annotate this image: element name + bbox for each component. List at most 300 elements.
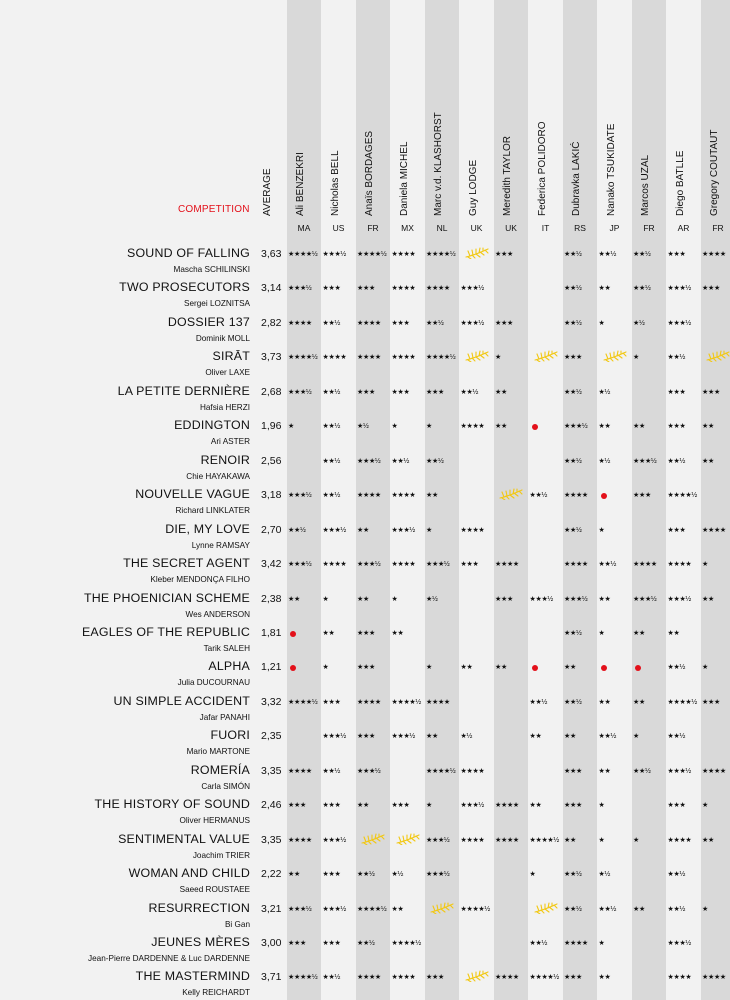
critic-rating: ★ xyxy=(426,802,432,810)
critic-name-label: Gregory COUTAUT xyxy=(709,129,720,216)
film-title: TWO PROSECUTORS xyxy=(119,280,250,295)
critic-rating: ★★★★½ xyxy=(288,354,318,362)
film-average: 2,22 xyxy=(261,868,282,881)
critic-rating: ★★½ xyxy=(322,492,340,500)
critic-rating: ★★★½ xyxy=(288,388,312,396)
film-director: Bi Gan xyxy=(224,919,250,929)
critic-rating: ★★ xyxy=(495,388,507,396)
critic-rating: ★½ xyxy=(460,733,473,741)
critic-rating: ★★★ xyxy=(564,802,582,810)
film-title: EAGLES OF THE REPUBLIC xyxy=(81,624,250,639)
critic-rating: ★★ xyxy=(598,285,611,293)
film-title: ALPHA xyxy=(208,659,250,674)
film-average: 3,42 xyxy=(261,558,282,571)
critic-rating: ★★½ xyxy=(460,388,478,396)
critic-rating: ★ xyxy=(288,423,294,431)
critic-country: UK xyxy=(470,223,483,233)
critic-rating: ★ xyxy=(633,354,639,362)
film-director: Jean-Pierre DARDENNE & Luc DARDENNE xyxy=(88,954,250,963)
critic-rating: ★★★★ xyxy=(391,285,416,293)
critic-rating: ★★★★ xyxy=(460,423,485,431)
critic-rating: ★★★ xyxy=(495,319,513,327)
critic-rating: ★★ xyxy=(495,423,507,431)
critic-rating: ★★★ xyxy=(357,388,375,396)
critic-rating: ★★★★ xyxy=(391,251,416,258)
critic-rating: ★★★★ xyxy=(564,561,588,569)
critic-rating: ★★★½ xyxy=(357,561,381,569)
critic-rating: ★★★ xyxy=(288,802,306,810)
critic-country: MA xyxy=(297,223,311,233)
film-title: THE HISTORY OF SOUND xyxy=(94,797,250,812)
critic-rating: ★★★★ xyxy=(391,492,416,500)
golden-palm-icon xyxy=(463,970,491,982)
critic-rating: ★★★★ xyxy=(495,974,519,982)
critic-country: MX xyxy=(401,223,414,233)
film-director: Ari ASTER xyxy=(210,437,250,447)
film-director: Mario MARTONE xyxy=(186,747,250,757)
critic-country: RS xyxy=(574,223,586,233)
film-director: Wes ANDERSON xyxy=(185,609,250,619)
critic-rating: ★★★½ xyxy=(322,905,346,913)
critic-rating: ★★★½ xyxy=(391,526,415,534)
critic-rating: ★★★★ xyxy=(391,354,416,362)
critic-rating: ★★½ xyxy=(322,457,340,465)
critic-rating: ★★★ xyxy=(702,285,720,293)
film-director: Tarik SALEH xyxy=(203,643,250,653)
critic-rating: ★★★★ xyxy=(391,561,416,569)
critic-rating: ★ xyxy=(633,836,639,844)
golden-palm-icon xyxy=(394,833,422,845)
critic-rating: ★ xyxy=(598,526,605,534)
critic-rating: ★★★★ xyxy=(288,319,312,327)
critic-rating: ★★★ xyxy=(391,802,410,810)
film-director: Joachim TRIER xyxy=(192,850,250,860)
critic-name-label: Daniela MICHEL xyxy=(398,141,410,216)
critic-rating: ★★★ xyxy=(633,492,651,500)
critic-rating: ★★½ xyxy=(667,457,685,465)
critic-rating: ★★★ xyxy=(702,388,720,396)
film-title: UN SIMPLE ACCIDENT xyxy=(113,693,250,708)
critic-country: IT xyxy=(541,223,550,233)
critic-rating: ★ xyxy=(598,319,605,327)
critic-rating: ★★★★ xyxy=(426,285,450,293)
critic-rating: ★★★★ xyxy=(564,492,588,500)
critic-rating: ★★★½ xyxy=(426,561,450,569)
critic-country: AR xyxy=(677,223,690,233)
critic-rating: ★★½ xyxy=(357,940,375,947)
film-title: LA PETITE DERNIÈRE xyxy=(117,383,250,398)
film-title: THE PHOENICIAN SCHEME xyxy=(84,590,250,605)
critic-rating: ★★★½ xyxy=(288,561,312,569)
critic-rating: ★★½ xyxy=(633,251,651,258)
critic-rating: ★★★ xyxy=(564,974,582,982)
critic-name-label: Nicholas BELL xyxy=(329,150,341,216)
critic-rating: ★★ xyxy=(288,871,300,879)
critic-rating: ★★ xyxy=(702,457,714,465)
critic-rating: ★★★★ xyxy=(667,561,692,569)
critic-rating: ★★★★½ xyxy=(288,974,318,982)
critic-rating: ★★★ xyxy=(322,285,341,293)
critic-rating: ★★★ xyxy=(322,940,341,947)
critic-rating: ★★★★½ xyxy=(667,698,697,706)
film-title: SIRĀT xyxy=(212,349,250,364)
critic-rating: ★★★½ xyxy=(357,767,381,775)
critic-rating: ★★½ xyxy=(564,698,582,706)
red-dot-icon xyxy=(601,493,607,499)
column-stripe xyxy=(287,0,321,1000)
film-average: 3,00 xyxy=(261,937,282,949)
film-title: ROMERÍA xyxy=(190,762,250,777)
critic-rating: ★★½ xyxy=(322,767,340,775)
golden-palm-icon xyxy=(463,350,491,362)
critic-rating: ★★½ xyxy=(322,974,340,982)
critic-name-label: Nanako TSUKIDATE xyxy=(605,123,617,216)
critic-rating: ★★★★ xyxy=(357,354,381,362)
critic-rating: ★ xyxy=(426,526,432,534)
critic-rating: ★★★ xyxy=(564,767,582,775)
critic-country: FR xyxy=(367,223,379,233)
critic-rating: ★★½ xyxy=(322,388,340,396)
critic-rating: ★★★★ xyxy=(460,526,485,534)
critic-rating: ★★★½ xyxy=(667,767,691,775)
critic-rating: ★★★½ xyxy=(391,733,415,741)
critic-rating: ★★ xyxy=(598,423,611,431)
critic-rating: ★ xyxy=(529,871,536,879)
critic-rating: ★★ xyxy=(633,905,645,913)
critic-rating: ★★★ xyxy=(667,802,686,810)
critic-rating: ★★★★ xyxy=(633,561,657,569)
film-director: Kelly REICHARDT xyxy=(182,988,250,998)
critic-rating: ★★ xyxy=(357,526,369,534)
film-title: JEUNES MÈRES xyxy=(151,935,250,949)
critic-country: FR xyxy=(712,223,724,233)
film-title: RESURRECTION xyxy=(148,900,250,915)
critic-rating: ★½ xyxy=(426,595,438,603)
critic-rating: ★★★★ xyxy=(495,836,519,844)
critic-rating: ★★½ xyxy=(564,457,582,465)
critic-rating: ★★ xyxy=(426,492,438,500)
critic-rating: ★★★½ xyxy=(288,492,312,500)
critic-rating: ★★★★ xyxy=(495,802,519,810)
film-director: Jafar PANAHI xyxy=(199,712,250,722)
critic-rating: ★★ xyxy=(460,664,473,672)
critic-rating: ★★½ xyxy=(598,561,616,569)
critic-rating: ★★★ xyxy=(495,595,513,603)
critic-name-label: Meredith TAYLOR xyxy=(502,135,513,216)
critic-name-label: Guy LODGE xyxy=(467,159,479,216)
film-average: 3,73 xyxy=(261,351,282,364)
critic-rating: ★ xyxy=(598,629,605,637)
critic-rating: ★★★★½ xyxy=(288,251,318,258)
critic-rating: ★★ xyxy=(598,698,611,706)
critic-rating: ★ xyxy=(633,733,639,741)
critic-rating: ★★★½ xyxy=(667,940,691,947)
critic-rating: ★★ xyxy=(702,595,714,603)
critic-rating: ★★ xyxy=(357,595,369,603)
critic-rating: ★★★½ xyxy=(667,319,691,327)
critic-rating: ★★ xyxy=(633,423,645,431)
critic-rating: ★★ xyxy=(357,802,369,810)
critic-rating: ★★★★ xyxy=(564,940,588,947)
critic-rating: ★★★★½ xyxy=(529,836,559,844)
critic-rating: ★½ xyxy=(391,871,404,879)
critic-rating: ★★★★ xyxy=(357,492,381,500)
film-average: 1,21 xyxy=(261,661,282,674)
column-stripe xyxy=(632,0,666,1000)
film-director: Carla SIMÓN xyxy=(201,781,250,791)
film-average: 1,81 xyxy=(261,626,282,639)
critic-rating: ★★★ xyxy=(391,319,410,327)
critic-rating: ★★★ xyxy=(667,251,686,258)
film-average: 2,46 xyxy=(261,799,282,812)
film-director: Oliver HERMANUS xyxy=(179,816,250,826)
critic-rating: ★★★ xyxy=(495,251,513,258)
critic-rating: ★★ xyxy=(702,836,714,844)
golden-palm-icon xyxy=(704,350,730,362)
film-title: EDDINGTON xyxy=(174,418,250,433)
film-title: NOUVELLE VAGUE xyxy=(135,487,250,502)
critic-rating: ★★ xyxy=(667,629,680,637)
film-average: 2,68 xyxy=(261,385,282,398)
critic-rating: ★★★★ xyxy=(322,561,347,569)
golden-palm-icon xyxy=(428,902,456,914)
critic-rating: ★½ xyxy=(598,871,611,879)
film-director: Hafsia HERZI xyxy=(199,402,250,412)
critic-rating: ★★★ xyxy=(667,423,686,431)
critic-rating: ★★ xyxy=(529,802,542,810)
critic-rating: ★★★½ xyxy=(460,319,484,327)
critic-rating: ★★★½ xyxy=(529,595,553,603)
critic-rating: ★★★½ xyxy=(460,802,484,810)
critic-rating: ★★★★ xyxy=(460,767,485,775)
critic-rating: ★★★½ xyxy=(564,595,588,603)
critic-rating: ★ xyxy=(702,802,708,810)
average-header-label: AVERAGE xyxy=(262,168,273,216)
critic-rating: ★ xyxy=(702,905,708,913)
red-dot-icon xyxy=(532,424,538,430)
golden-palm-icon xyxy=(463,247,491,259)
critic-rating: ★★ xyxy=(391,629,404,637)
critic-name-label: Federica POLIDORO xyxy=(536,121,548,216)
golden-palm-icon xyxy=(601,350,629,362)
golden-palm-icon xyxy=(497,488,525,500)
critic-rating: ★★★½ xyxy=(322,251,346,258)
critic-rating: ★ xyxy=(391,423,398,431)
critic-rating: ★★ xyxy=(702,423,714,431)
film-title: THE MASTERMIND xyxy=(135,969,250,984)
film-average: 3,32 xyxy=(261,695,282,708)
critic-rating: ★★★★½ xyxy=(357,905,387,913)
film-average: 3,18 xyxy=(261,489,282,502)
critic-name-label: Marcos UZAL xyxy=(640,154,651,216)
critic-rating: ★★½ xyxy=(633,767,651,775)
critic-rating: ★★★½ xyxy=(288,905,312,913)
critic-rating: ★★½ xyxy=(667,354,685,362)
critic-name-label: Marc v.d. KLASHORST xyxy=(433,112,444,216)
critic-rating: ★★½ xyxy=(598,905,616,913)
critic-rating: ★★★½ xyxy=(460,285,484,293)
critic-rating: ★★½ xyxy=(391,457,409,465)
critic-rating: ★★½ xyxy=(598,733,616,741)
critic-rating: ★★★ xyxy=(702,698,720,706)
critic-rating: ★★ xyxy=(633,698,645,706)
critic-rating: ★★★ xyxy=(667,388,686,396)
critic-rating: ★★★★ xyxy=(357,974,381,982)
critic-rating: ★★★★½ xyxy=(391,698,421,706)
film-title: SENTIMENTAL VALUE xyxy=(118,831,250,846)
film-title: WOMAN AND CHILD xyxy=(128,866,250,881)
critic-rating: ★★½ xyxy=(564,251,582,258)
film-title: DIE, MY LOVE xyxy=(165,521,250,536)
critic-rating: ★★ xyxy=(598,595,611,603)
critic-rating: ★ xyxy=(391,595,398,603)
critic-rating: ★★★ xyxy=(667,526,686,534)
red-dot-icon xyxy=(290,631,296,637)
critic-rating: ★ xyxy=(426,423,432,431)
critic-rating: ★★★★½ xyxy=(391,940,421,947)
critic-rating: ★★★½ xyxy=(426,836,450,844)
critic-rating: ★★★★½ xyxy=(288,698,318,706)
critic-country: JP xyxy=(609,223,620,233)
golden-palm-icon xyxy=(532,902,560,914)
critic-rating: ★★½ xyxy=(667,871,685,879)
critic-rating: ★★★ xyxy=(322,871,341,879)
critic-country: US xyxy=(332,223,345,233)
critic-rating: ★ xyxy=(322,664,329,672)
film-average: 2,82 xyxy=(261,316,282,329)
critic-rating: ★★½ xyxy=(529,698,547,706)
film-average: 3,35 xyxy=(261,764,282,777)
critic-rating: ★★½ xyxy=(426,457,444,465)
critic-rating: ★★★½ xyxy=(288,285,312,293)
critic-rating: ★★★★½ xyxy=(529,974,559,982)
critic-rating: ★★★½ xyxy=(633,595,657,603)
film-average: 3,21 xyxy=(261,902,282,915)
critic-rating: ★★★ xyxy=(426,974,444,982)
critic-rating: ★★½ xyxy=(598,251,616,258)
critic-rating: ★½ xyxy=(598,388,611,396)
critic-rating: ★★½ xyxy=(633,285,651,293)
film-average: 1,96 xyxy=(261,420,282,433)
critic-rating: ★★★½ xyxy=(667,285,691,293)
critic-rating: ★★★½ xyxy=(322,733,346,741)
critic-rating: ★★ xyxy=(598,767,611,775)
critic-rating: ★★½ xyxy=(529,492,547,500)
critic-country: NL xyxy=(436,223,448,233)
critic-rating: ★★★★ xyxy=(288,767,312,775)
film-director: Dominik MOLL xyxy=(195,333,250,343)
film-title: FUORI xyxy=(210,728,250,743)
film-director: Oliver LAXE xyxy=(205,368,250,378)
critic-rating: ★★★★½ xyxy=(426,354,456,362)
critic-rating: ★★½ xyxy=(564,871,582,879)
film-director: Sergei LOZNITSA xyxy=(184,299,250,309)
critic-rating: ★★★ xyxy=(460,561,479,569)
critic-country: UK xyxy=(505,223,517,233)
critic-rating: ★ xyxy=(495,354,501,362)
critic-rating: ★★★ xyxy=(357,664,375,672)
film-director: Saeed ROUSTAEE xyxy=(179,885,250,895)
critic-rating: ★★½ xyxy=(322,319,340,327)
critic-rating: ★★ xyxy=(564,836,576,844)
critic-rating: ★★★★ xyxy=(322,354,347,362)
critic-rating: ★★ xyxy=(495,664,507,672)
critic-rating: ★★½ xyxy=(322,423,340,431)
critic-name-label: Dubravka LAKIĆ xyxy=(571,141,582,216)
critic-rating: ★★ xyxy=(529,733,542,741)
critic-rating: ★★★★ xyxy=(702,251,726,258)
critic-rating: ★★½ xyxy=(667,905,685,913)
critic-rating: ★★½ xyxy=(564,319,582,327)
film-director: Julia DUCOURNAU xyxy=(177,678,250,688)
critic-rating: ★★ xyxy=(391,905,404,913)
critic-rating: ★★ xyxy=(426,733,438,741)
film-title: RENOIR xyxy=(200,452,250,467)
critic-rating: ★★★★ xyxy=(460,836,485,844)
critic-rating: ★★½ xyxy=(564,526,582,534)
critic-rating: ★★½ xyxy=(667,733,685,741)
critic-rating: ★★★★ xyxy=(667,836,692,844)
critic-rating: ★★★★ xyxy=(391,974,416,982)
critic-rating: ★★ xyxy=(564,664,576,672)
critic-rating: ★★½ xyxy=(564,629,582,637)
critic-rating: ★★½ xyxy=(426,319,444,327)
critic-rating: ★★ xyxy=(564,733,576,741)
critic-rating: ★★★ xyxy=(391,388,410,396)
golden-palm-icon xyxy=(532,350,560,362)
critic-country: FR xyxy=(643,223,655,233)
film-title: SOUND OF FALLING xyxy=(127,246,250,260)
critic-name-label: Ali BENZEKRI xyxy=(295,152,306,216)
critic-rating: ★★★★ xyxy=(426,698,450,706)
critic-rating: ★★★ xyxy=(322,802,341,810)
critic-rating: ★ xyxy=(702,664,708,672)
film-average: 3,14 xyxy=(261,282,282,295)
critic-rating: ★★★½ xyxy=(564,423,588,431)
film-average: 3,63 xyxy=(261,248,282,260)
critic-rating: ★★★★ xyxy=(702,526,726,534)
film-average: 3,71 xyxy=(261,971,282,984)
film-director: Mascha SCHILINSKI xyxy=(173,265,250,274)
critic-rating: ★★★★ xyxy=(357,698,381,706)
critic-rating: ★★★★ xyxy=(702,974,726,982)
critic-rating: ★★★ xyxy=(564,354,582,362)
critic-rating: ★★★★ xyxy=(667,974,692,982)
golden-palm-icon xyxy=(359,833,387,845)
critic-rating: ★ xyxy=(598,836,605,844)
critic-rating: ★★½ xyxy=(288,526,306,534)
critic-rating: ★★★½ xyxy=(322,836,346,844)
critic-rating: ★★½ xyxy=(564,905,582,913)
critic-rating: ★★ xyxy=(322,629,335,637)
film-director: Kleber MENDONÇA FILHO xyxy=(150,575,250,585)
critic-rating: ★★★★½ xyxy=(426,767,456,775)
critic-rating: ★★★ xyxy=(357,629,375,637)
critic-rating: ★★ xyxy=(598,974,611,982)
critic-rating: ★★★ xyxy=(357,733,375,741)
critic-rating: ★★★★½ xyxy=(667,492,697,500)
critic-rating: ★★★★½ xyxy=(460,905,490,913)
critic-rating: ★★½ xyxy=(357,871,375,879)
critic-name-label: Anaïs BORDAGES xyxy=(364,130,375,216)
critic-rating: ★★★½ xyxy=(667,595,691,603)
critic-rating: ★★★ xyxy=(426,388,444,396)
critic-rating: ★ xyxy=(598,802,605,810)
critic-rating: ★★½ xyxy=(564,285,582,293)
critic-rating: ★ xyxy=(702,561,708,569)
film-average: 2,38 xyxy=(261,592,282,605)
critic-name-label: Diego BATLLE xyxy=(674,150,686,216)
